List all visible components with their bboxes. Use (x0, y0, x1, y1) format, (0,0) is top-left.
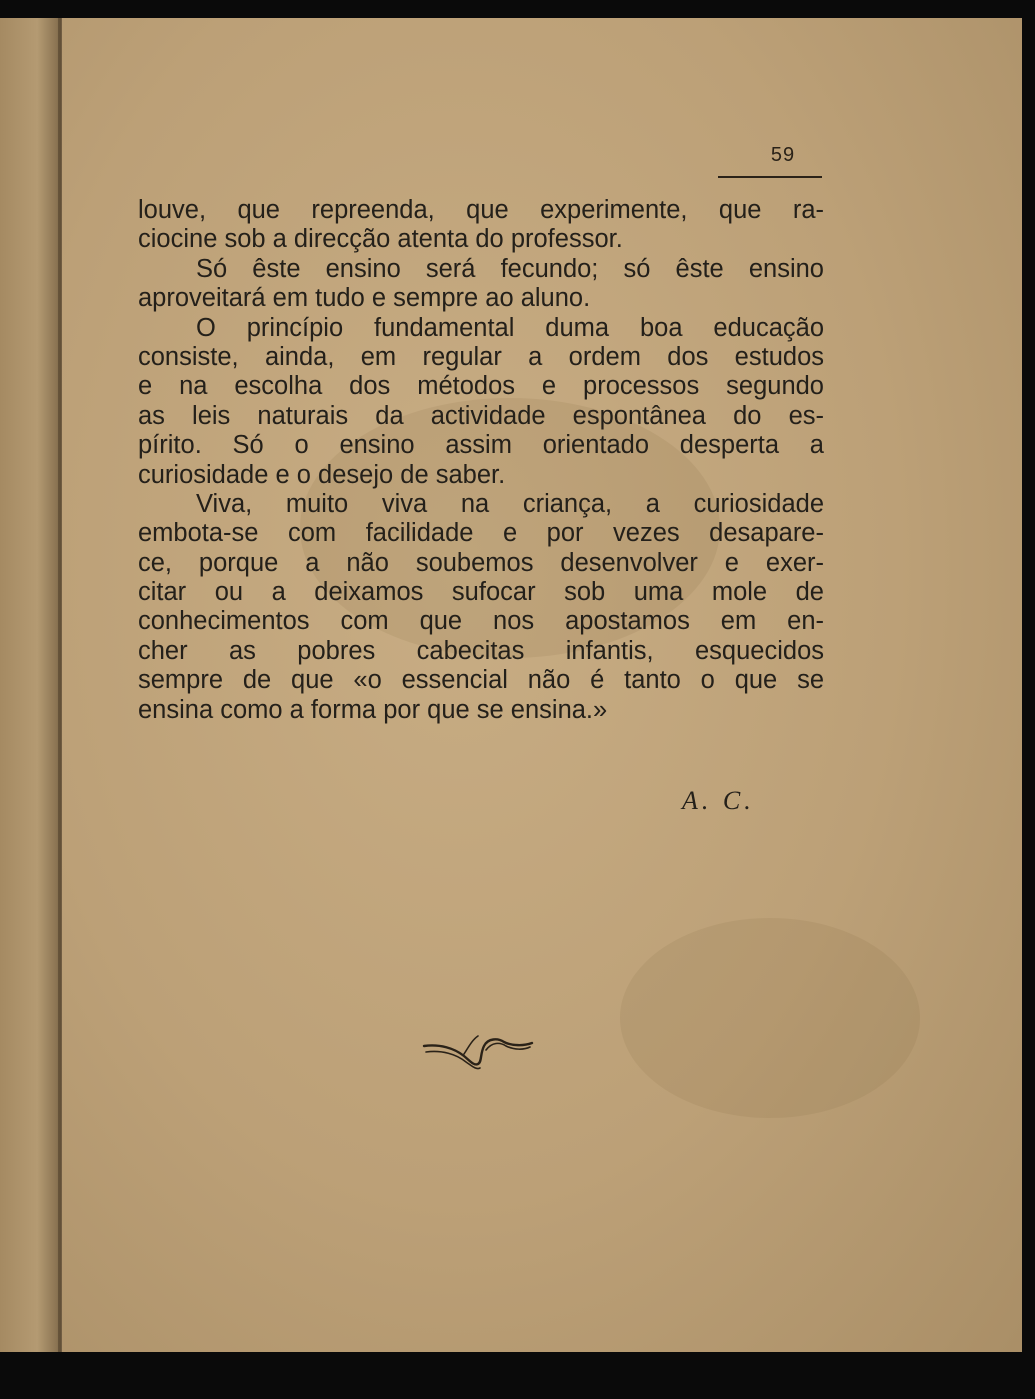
text-line: Só êste ensino será fecundo; só êste ensino (196, 254, 824, 283)
text-line: as leis naturais da actividade espontânea do es- (138, 401, 824, 430)
text-line: consiste, ainda, em regular a ordem dos estudos (138, 342, 824, 371)
paper-stain (620, 918, 920, 1118)
body-text (138, 196, 824, 725)
paper-sheet (0, 18, 1022, 1380)
author-signature: A. C. (682, 786, 755, 815)
text-line: curiosidade e o desejo de saber. (138, 460, 506, 489)
page-number: 59 (770, 144, 796, 166)
text-line: citar ou a deixamos sufocar sob uma mole de (138, 578, 824, 607)
text-line: ensina como a forma por que se ensina.» (138, 695, 608, 724)
flourish-ornament-icon (420, 1030, 536, 1072)
text-line: ciocine sob a direcção atenta do professor. (138, 225, 623, 254)
text-line: Viva, muito viva na criança, a curiosidade (196, 489, 824, 518)
scan-bottom-edge (0, 1352, 1035, 1399)
text-line: e na escolha dos métodos e processos segundo (138, 372, 824, 401)
text-line: sempre de que «o essencial não é tanto o que se (138, 666, 824, 695)
text-line: aproveitará em tudo e sempre ao aluno. (138, 284, 591, 313)
text-line: embota-se com facilidade e por vezes desapare- (138, 519, 824, 548)
text-line: pírito. Só o ensino assim orientado desperta a (138, 431, 824, 460)
text-line: conhecimentos com que nos apostamos em en- (138, 607, 824, 636)
spine-edge (58, 18, 61, 1380)
text-line: O princípio fundamental duma boa educação (196, 313, 824, 342)
book-spine (0, 18, 62, 1380)
text-line: cher as pobres cabecitas infantis, esquecidos (138, 636, 824, 665)
text-line: ce, porque a não soubemos desenvolver e exer- (138, 548, 824, 577)
page-number-rule (718, 176, 822, 178)
text-line: louve, que repreenda, que experimente, que ra- (138, 196, 824, 224)
